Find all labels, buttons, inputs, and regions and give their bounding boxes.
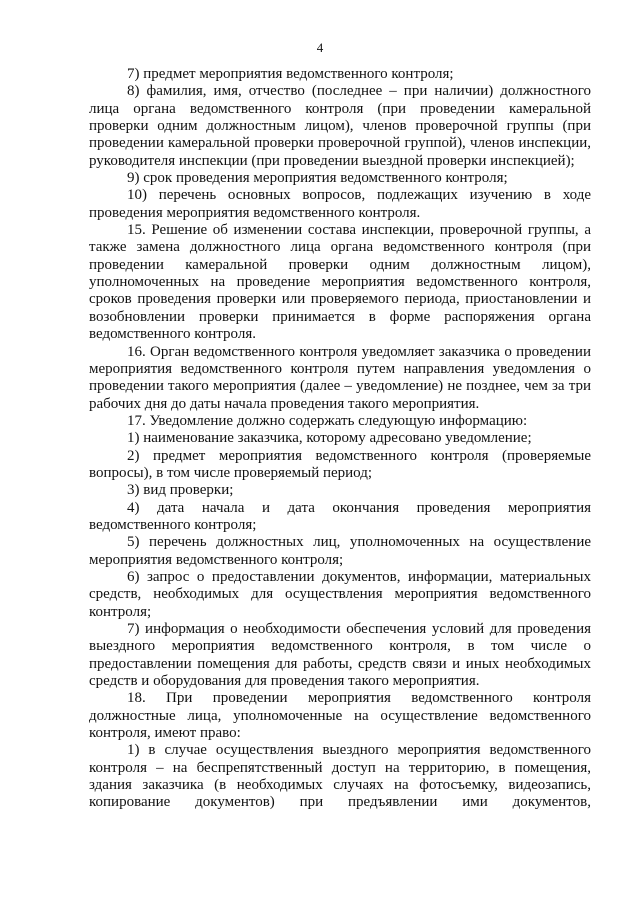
page-number: 4 <box>316 40 324 55</box>
paragraph-item-4: 4) дата начала и дата окончания проведения мероприятия ведомственного контроля; <box>89 499 591 533</box>
paragraph-item-9: 9) срок проведения мероприятия ведомственного контроля; <box>127 170 508 187</box>
paragraph-item-5: 5) перечень должностных лиц, уполномоченных на осуществление мероприятия ведомственного контроля; <box>89 534 591 568</box>
paragraph-item-7: 7) предмет мероприятия ведомственного контроля; <box>127 66 454 82</box>
paragraph-item-6: 6) запрос о предоставлении документов, информации, материальных средств, необходимых для осуществления мероприятия ведомственного контроля; <box>89 568 591 620</box>
paragraph-clause-17: 17. Уведомление должно содержать следующую информацию: <box>127 412 528 429</box>
paragraph-clause-18: 18. При проведении мероприятия ведомственного контроля должностные лица, уполномоченные на осуществление ведомственного контроля, имеют право: <box>89 690 591 742</box>
paragraph-item-3: 3) вид проверки; <box>127 482 234 499</box>
paragraph-item-10: 10) перечень основных вопросов, подлежащих изучению в ходе проведения мероприятия ведомственного контроля. <box>89 187 591 221</box>
paragraph-clause-16: 16. Орган ведомственного контроля уведомляет заказчика о проведении мероприятия ведомственного контроля путем направления уведомления о проведении такого мероприятия (далее – уведомление) не позднее, чем за три рабочих дня до даты начала проведения такого мероприятия. <box>89 343 591 412</box>
paragraph-item-7b: 7) информация о необходимости обеспечения условий для проведения выездного мероприятия ведомственного контроля, в том числе о предоставлении помещения для работы, средств связи и иных необходимых средств и оборудования для проведения такого мероприятия. <box>89 621 591 690</box>
paragraph-clause-15: 15. Решение об изменении состава инспекции, проверочной группы, а также замена должностного лица органа ведомственного контроля (при проведении камеральной проверки одним должностным лицом), уполномоченных на проведение мероприятия ведомственного контроля, сроков проведения проверки или проверяемого периода, приостановлении и возобновлении проверки принимается в форме распоряжения органа ведомственного контроля. <box>89 222 591 343</box>
paragraph-item-8: 8) фамилия, имя, отчество (последнее – при наличии) должностного лица органа ведомственного контроля (при проведении камеральной проверки одним должностным лицом), членов проверочной группы (при проведении камеральной проверки проверочной группой), членов инспекции, руководителя инспекции (при проведении выездной проверки инспекцией); <box>89 83 591 169</box>
paragraph-item-2: 2) предмет мероприятия ведомственного контроля (проверяемые вопросы), в том числе проверяемый период; <box>89 447 591 481</box>
document-body <box>89 66 591 812</box>
paragraph-item-1: 1) наименование заказчика, которому адресовано уведомление; <box>127 430 532 447</box>
paragraph-item-1b: 1) в случае осуществления выездного мероприятия ведомственного контроля – на беспрепятственный доступ на территорию, в помещения, здания заказчика (в необходимых случаях на фотосъемку, видеозапись, копирование документов) при предъявлении ими документов, <box>89 742 591 811</box>
